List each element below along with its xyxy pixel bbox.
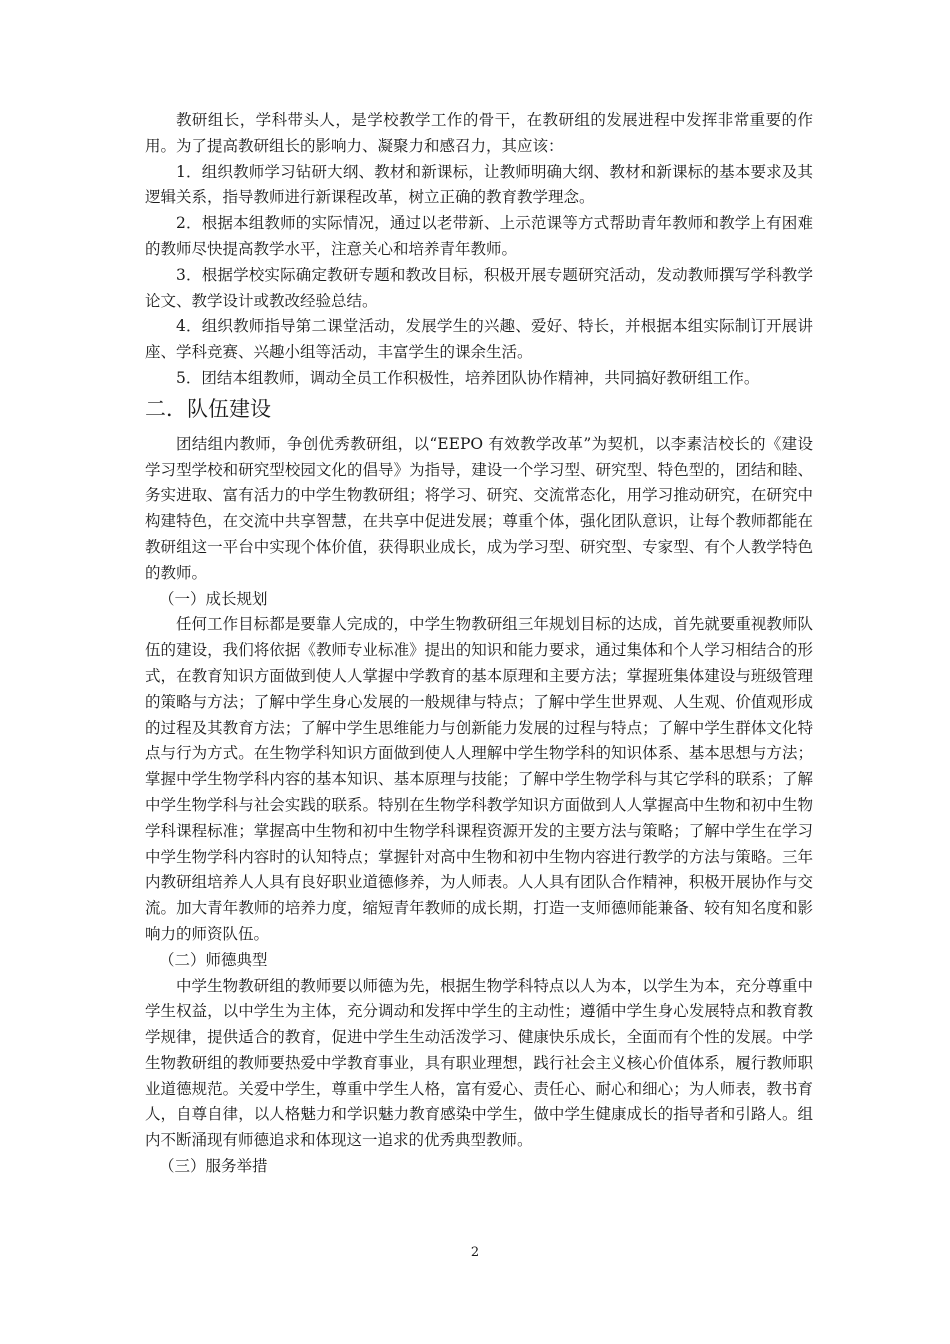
ethics-model-paragraph: 中学生物教研组的教师要以师德为先，根据生物学科特点以人为本，以学生为本，充分尊重中学生权益，以中学生为主体，充分调动和发挥中学生的主动性；遵循中学生身心发展特点和教育教学规律，提供适合的教育，促进中学生生动活泼学习、健康快乐成长，全面而有个性的发展。中学生物教研组的教师要热爱中学教育事业，具有职业理想，践行社会主义核心价值体系，履行教师职业道德规范。关爱中学生，尊重中学生人格，富有爱心、责任心、耐心和细心；为人师表，教书育人，自尊自律，以人格魅力和学识魅力教育感染中学生，做中学生健康成长的指导者和引路人。组内不断涌现有师德追求和体现这一追求的优秀典型教师。 — [145, 976, 813, 1150]
duty-item-2: 2．根据本组教师的实际情况，通过以老带新、上示范课等方式帮助青年教师和教学上有困难的教师尽快提高教学水平，注意关心和培养青年教师。 — [145, 214, 813, 258]
section-heading-team-building: 二．队伍建设 — [145, 396, 271, 421]
subsection-heading-service-measures: （三）服务举措 — [159, 1157, 268, 1176]
duty-item-1: 1．组织教师学习钻研大纲、教材和新课标，让教师明确大纲、教材和新课标的基本要求及其逻辑关系，指导教师进行新课程改革，树立正确的教育教学理念。 — [145, 162, 813, 207]
duty-item-3: 3．根据学校实际确定教研专题和教改目标，积极开展专题研究活动，发动教师撰写学科教学论文、教学设计或教改经验总结。 — [145, 265, 813, 310]
document-page — [145, 108, 813, 1180]
team-building-paragraph: 团结组内教师，争创优秀教研组，以“EEPO 有效教学改革”为契机，以李素洁校长的《建设学习型学校和研究型校园文化的倡导》为指导，建设一个学习型、研究型、特色型的，团结和睦、务实进取、富有活力的中学生物教研组；将学习、研究、交流常态化，用学习推动研究，在研究中构建特色，在交流中共享智慧，在共享中促进发展；尊重个体，强化团队意识，让每个教师都能在教研组这一平台中实现个体价值，获得职业成长，成为学习型、研究型、专家型、有个人教学特色的教师。 — [145, 434, 813, 582]
growth-plan-paragraph: 任何工作目标都是要靠人完成的，中学生物教研组三年规划目标的达成，首先就要重视教师队伍的建设，我们将依据《教师专业标准》提出的知识和能力要求，通过集体和个人学习相结合的形式，在教育知识方面做到使人人掌握中学教育的基本原理和主要方法；掌握班集体建设与班级管理的策略与方法；了解中学生身心发展的一般规律与特点；了解中学生世界观、人生观、价值观形成的过程及其教育方法；了解中学生思维能力与创新能力发展的过程与特点；了解中学生群体文化特点与行为方式。在生物学科知识方面做到使人人理解中学生物学科的知识体系、基本思想与方法；掌握中学生物学科内容的基本知识、基本原理与技能；了解中学生物学科与其它学科的联系；了解中学生物学科与社会实践的联系。特别在生物学科教学知识方面做到人人掌握高中生物和初中生物学科课程标准；掌握高中生物和初中生物学科课程资源开发的主要方法与策略；了解中学生在学习中学生物学科内容时的认知特点；掌握针对高中生物和初中生物内容进行教学的方法与策略。三年内教研组培养人人具有良好职业道德修养，为人师表。人人具有团队合作精神，积极开展协作与交流。加大青年教师的培养力度，缩短青年教师的成长期，打造一支师德师能兼备、较有知名度和影响力的师资队伍。 — [145, 615, 813, 943]
subsection-heading-ethics-model: （二）师德典型 — [159, 950, 268, 969]
subsection-heading-growth-plan: （一）成长规划 — [159, 589, 268, 608]
page-number: 2 — [470, 1245, 480, 1260]
duty-item-4: 4．组织教师指导第二课堂活动，发展学生的兴趣、爱好、特长，并根据本组实际制订开展讲座、学科竞赛、兴趣小组等活动，丰富学生的课余生活。 — [145, 317, 813, 362]
duty-item-5: 5．团结本组教师，调动全员工作积极性，培养团队协作精神，共同搞好教研组工作。 — [176, 368, 760, 387]
intro-paragraph: 教研组长，学科带头人，是学校教学工作的骨干，在教研组的发展进程中发挥非常重要的作用。为了提高教研组长的影响力、凝聚力和感召力，其应该： — [145, 111, 813, 155]
